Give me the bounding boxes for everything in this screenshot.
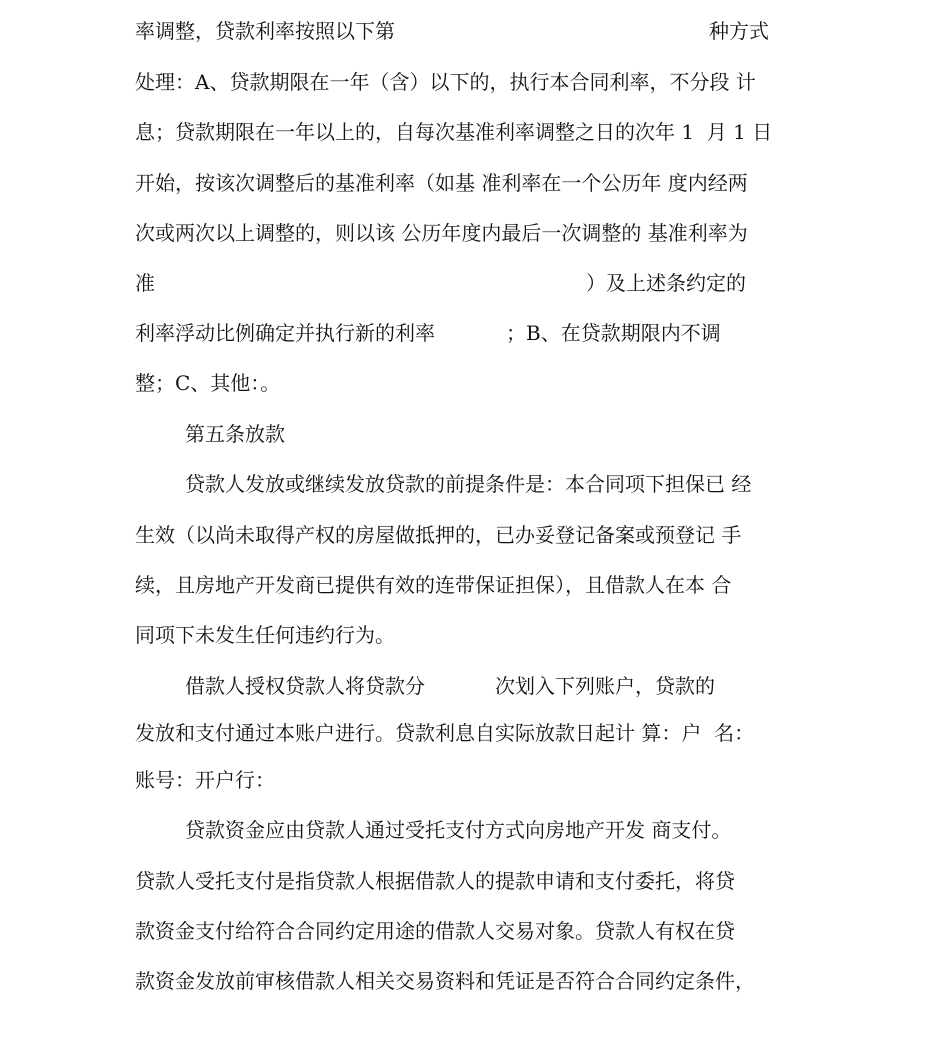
section-heading: 第五条放款 <box>185 422 285 446</box>
text-line: 次或两次以上调整的，则以该 公历年度内最后一次调整的 基准利率为 <box>135 221 748 245</box>
text-line: 准 ）及上述条约定的 <box>135 271 746 295</box>
text-line: 贷款人受托支付是指贷款人根据借款人的提款申请和支付委托，将贷 <box>135 869 735 893</box>
text-line: 发放和支付通过本账户进行。贷款利息自实际放款日起计 算：户 名： <box>135 721 755 745</box>
text-line: 款资金支付给符合合同约定用途的借款人交易对象。贷款人有权在贷 <box>135 919 735 943</box>
text-line: 贷款人发放或继续发放贷款的前提条件是：本合同项下担保已 经 <box>185 472 752 496</box>
text-line: 息；贷款期限在一年以上的，自每次基准利率调整之日的次年 1 月 1 日 <box>135 120 773 144</box>
text-line: 整；C、其他：。 <box>135 371 281 395</box>
text-line: 款资金发放前审核借款人相关交易资料和凭证是否符合合同约定条件， <box>135 969 755 993</box>
text-line: 账号：开户行： <box>135 768 275 792</box>
text-line: 续，且房地产开发商已提供有效的连带保证担保），且借款人在本 合 <box>135 573 732 597</box>
text-line: 同项下未发生任何违约行为。 <box>135 623 395 647</box>
text-line: 处理：A、贷款期限在一年（含）以下的，执行本合同利率，不分段 计 <box>135 70 756 94</box>
text-line: 生效（以尚未取得产权的房屋做抵押的，已办妥登记备案或预登记 手 <box>135 523 742 547</box>
text-line: 率调整，贷款利率按照以下第 种方式 <box>135 19 769 43</box>
text-line: 贷款资金应由贷款人通过受托支付方式向房地产开发 商支付。 <box>185 818 732 842</box>
text-line: 借款人授权贷款人将贷款分 次划入下列账户，贷款的 <box>185 674 715 698</box>
text-line: 开始，按该次调整后的基准利率（如基 准利率在一个公历年 度内经两 <box>135 171 748 195</box>
text-line: 利率浮动比例确定并执行新的利率 ；B、在贷款期限内不调 <box>135 321 721 345</box>
